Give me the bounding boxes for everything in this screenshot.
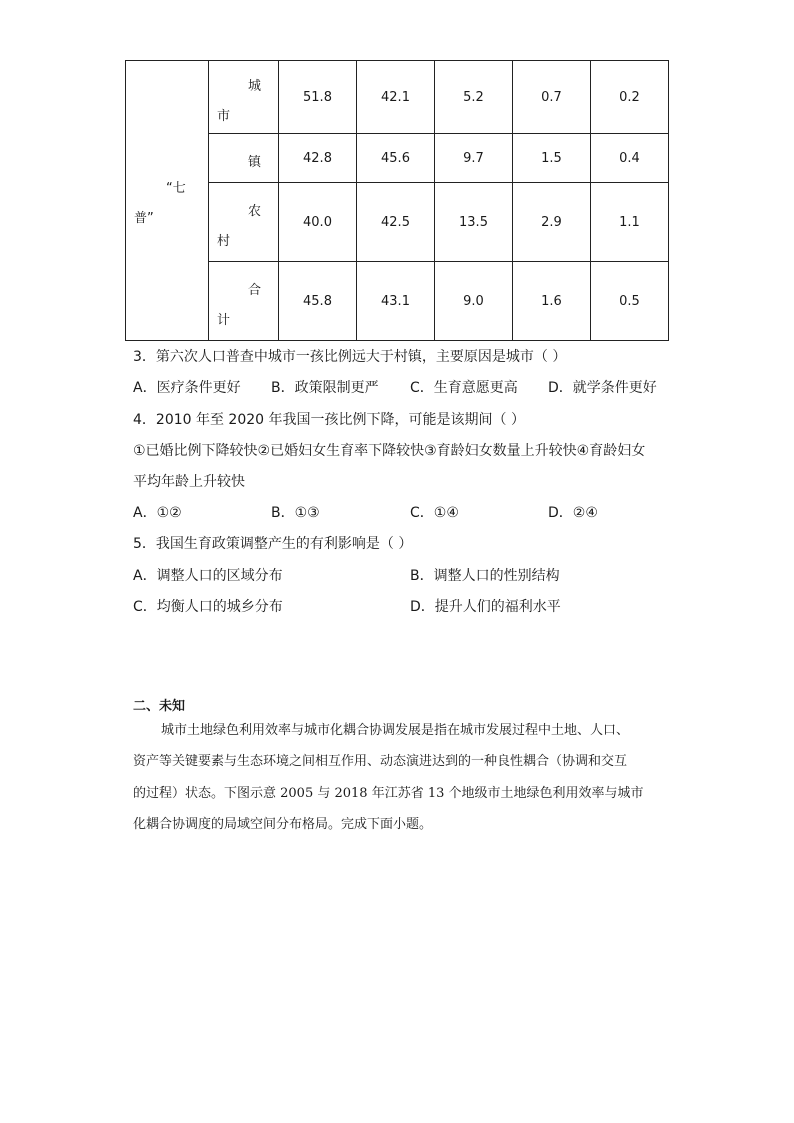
table-row xyxy=(126,61,669,134)
table-cell: 43.1 xyxy=(357,262,435,341)
row-label-bottom: 市 xyxy=(217,109,231,124)
row-label-bottom: 村 xyxy=(217,234,231,249)
paragraph-line: 化耦合协调度的局域空间分布格局。完成下面小题。 xyxy=(133,817,433,832)
row-label-cell xyxy=(209,183,279,262)
q5-option-c[interactable]: C．均衡人口的城乡分布 xyxy=(133,599,283,615)
q3-option-c[interactable]: C．生育意愿更高 xyxy=(410,380,518,396)
table-cell: 9.7 xyxy=(435,134,513,183)
table-cell: 42.8 xyxy=(279,134,357,183)
row-label-cell xyxy=(209,262,279,341)
paragraph-line: 城市土地绿色利用效率与城市化耦合协调发展是指在城市发展过程中土地、人口、 xyxy=(161,723,630,738)
table-cell: 45.6 xyxy=(357,134,435,183)
table-cell: 13.5 xyxy=(435,183,513,262)
row-label-top: 城 xyxy=(247,79,261,94)
q4-option-d[interactable]: D．②④ xyxy=(548,505,598,521)
q4-items-line1: ①已婚比例下降较快②已婚妇女生育率下降较快③育龄妇女数量上升较快④育龄妇女 xyxy=(133,443,646,459)
table-cell: 1.1 xyxy=(591,183,669,262)
table-cell: 51.8 xyxy=(279,61,357,134)
q5-stem: 5．我国生育政策调整产生的有利影响是（ ） xyxy=(133,536,413,552)
q3-option-a[interactable]: A．医疗条件更好 xyxy=(133,380,241,396)
table-cell: 2.9 xyxy=(513,183,591,262)
q4-option-b[interactable]: B．①③ xyxy=(271,505,320,521)
q5-option-d[interactable]: D．提升人们的福利水平 xyxy=(410,599,561,615)
table-cell: 0.7 xyxy=(513,61,591,134)
table-cell: 9.0 xyxy=(435,262,513,341)
q5-option-a[interactable]: A．调整人口的区域分布 xyxy=(133,568,283,584)
table-cell: 0.2 xyxy=(591,61,669,134)
q4-stem: 4．2010 年至 2020 年我国一孩比例下降，可能是该期间（ ） xyxy=(133,412,525,428)
paragraph-line: 资产等关键要素与生态环境之间相互作用、动态演进达到的一种良性耦合（协调和交互 xyxy=(133,754,628,769)
row-label-top: 农 xyxy=(247,204,261,219)
section-title: 二、未知 xyxy=(133,699,186,714)
q3-stem: 3．第六次人口普查中城市一孩比例远大于村镇，主要原因是城市（ ） xyxy=(133,349,567,365)
q3-option-b[interactable]: B．政策限制更严 xyxy=(271,380,379,396)
table-cell: 0.4 xyxy=(591,134,669,183)
row-label-bottom: 计 xyxy=(217,313,231,328)
row-label-cell xyxy=(209,134,279,183)
table-cell: 0.5 xyxy=(591,262,669,341)
table-cell: 45.8 xyxy=(279,262,357,341)
table-cell: 40.0 xyxy=(279,183,357,262)
table-cell: 1.6 xyxy=(513,262,591,341)
table-cell: 42.5 xyxy=(357,183,435,262)
row-label-top: 合 xyxy=(247,283,261,298)
q4-option-c[interactable]: C．①④ xyxy=(410,505,459,521)
group-label-top: “七 xyxy=(166,181,186,196)
q3-option-d[interactable]: D．就学条件更好 xyxy=(548,380,657,396)
q4-option-a[interactable]: A．①② xyxy=(133,505,182,521)
group-label-bottom: 普” xyxy=(134,211,154,226)
table-cell: 1.5 xyxy=(513,134,591,183)
row-label-top: 镇 xyxy=(247,155,261,170)
q4-items-line2: 平均年龄上升较快 xyxy=(133,474,245,490)
row-label-cell xyxy=(209,61,279,134)
table-cell: 5.2 xyxy=(435,61,513,134)
q5-option-b[interactable]: B．调整人口的性别结构 xyxy=(410,568,560,584)
table-cell: 42.1 xyxy=(357,61,435,134)
group-label-cell xyxy=(126,61,209,341)
paragraph-line: 的过程）状态。下图示意 2005 与 2018 年江苏省 13 个地级市土地绿色利用效率与城市 xyxy=(133,786,644,801)
census-table xyxy=(125,60,669,341)
